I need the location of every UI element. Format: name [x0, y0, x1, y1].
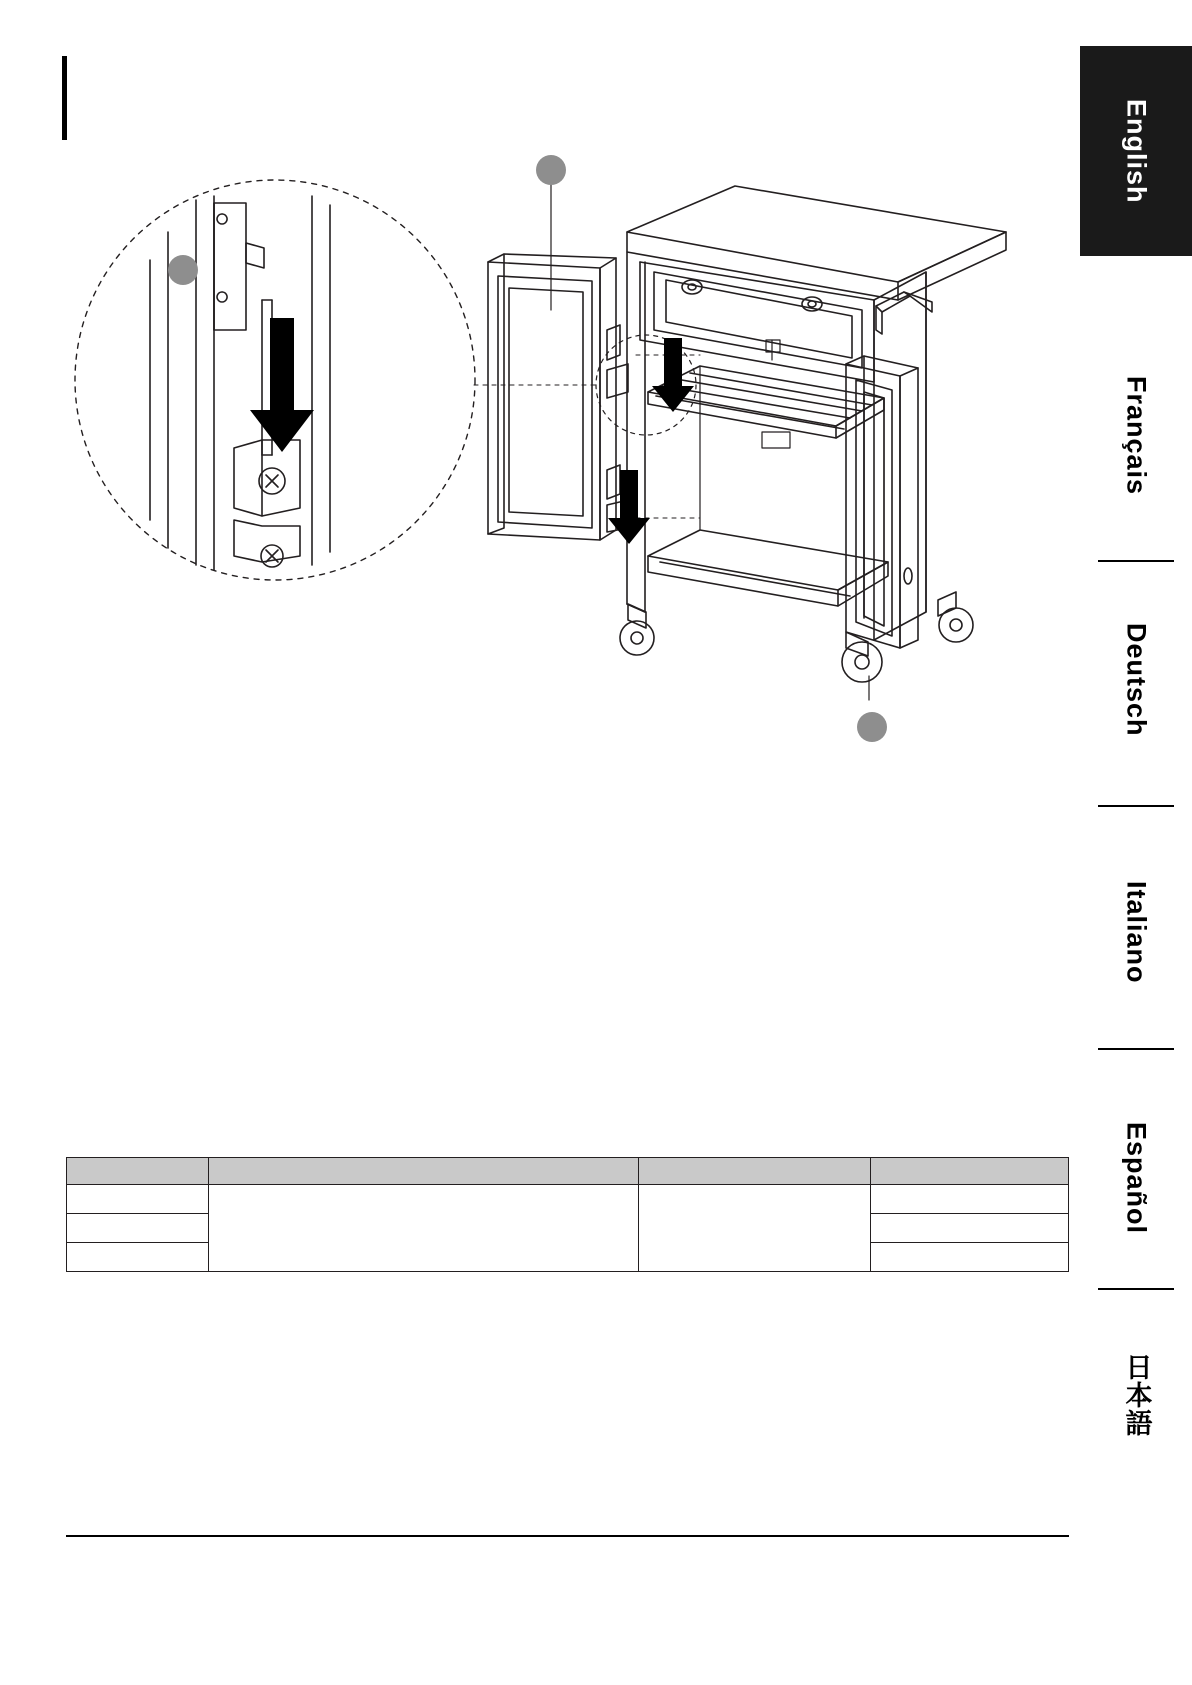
table-cell	[67, 1185, 209, 1214]
language-tab-japanese[interactable]	[1080, 1330, 1192, 1460]
language-tab-divider	[1098, 1288, 1174, 1290]
assembly-figure	[0, 0, 1060, 800]
table-header-cell-3	[638, 1158, 871, 1185]
language-tab-divider	[1098, 805, 1174, 807]
table-header-cell-1	[67, 1158, 209, 1185]
table-cell-merged-description	[208, 1185, 638, 1272]
parts-table	[66, 1157, 1069, 1272]
table-header-cell-4	[871, 1158, 1069, 1185]
table-cell	[871, 1243, 1069, 1272]
callout-door-panel-bubble	[536, 155, 566, 185]
lower-hinge-arrow	[608, 470, 650, 544]
language-tab-italiano[interactable]	[1080, 842, 1192, 1022]
language-tab-label: Español	[1121, 1121, 1152, 1235]
table-cell-merged-note	[638, 1185, 871, 1272]
language-tab-deutsch[interactable]	[1080, 585, 1192, 775]
table-cell	[67, 1214, 209, 1243]
table-cell	[871, 1185, 1069, 1214]
table-cell	[67, 1243, 209, 1272]
language-tab-label: English	[1121, 98, 1152, 204]
language-tab-rail	[1080, 0, 1192, 1685]
table-row	[67, 1185, 1069, 1214]
language-tab-divider	[1098, 1048, 1174, 1050]
language-tab-divider	[1098, 560, 1174, 562]
footer-divider	[66, 1535, 1069, 1537]
language-tab-label: Deutsch	[1121, 623, 1152, 737]
language-tab-label: Français	[1121, 376, 1152, 496]
language-tab-espanol[interactable]	[1080, 1085, 1192, 1271]
language-tab-label: 日本語	[1121, 1353, 1152, 1437]
language-tab-label: Italiano	[1121, 880, 1152, 984]
table-header-cell-2	[208, 1158, 638, 1185]
callout-cart-base-bubble	[857, 712, 887, 742]
table-header-row	[67, 1158, 1069, 1185]
language-tab-francais[interactable]	[1080, 340, 1192, 532]
assembly-illustration	[0, 0, 1060, 800]
language-tab-english[interactable]	[1080, 46, 1192, 256]
table-cell	[871, 1214, 1069, 1243]
callout-detail-bubble	[168, 255, 198, 285]
